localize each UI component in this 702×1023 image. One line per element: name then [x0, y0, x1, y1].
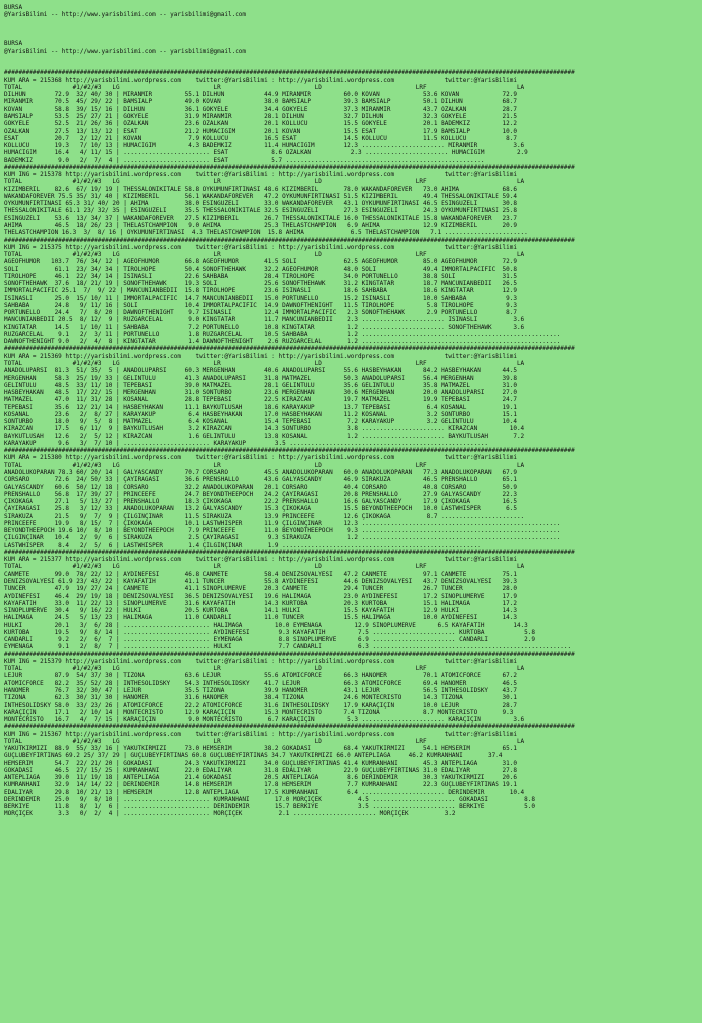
text-line: ISINASLI 25.0 15/ 10/ 11 | IMMORTALPACIFIC 14.7 MANCUNIANBEDII 15.0 PORTUNELLO 15.2 ISINASLI 10.0 SAHBABA 9.3 — [4, 294, 517, 302]
text-line: TOTAL #1/#2/#3 LG LR LD LRF LA — [4, 178, 525, 186]
race-header-line: KUM ARA = 215368 http://yarisbilimi.wordpress.com twitter:@YarisBilimi : http://yarisbilimi.wordpress.com twitter:@YarisBilimi — [4, 76, 517, 84]
text-line: TEPEBASI 35.6 12/ 21/ 14 | HASBEYHAKAN 11.1 BAYKUTLUSAH 18.6 KARAYAKUP 13.7 TEPEBASI 6.4 KOSANAL 19.1 — [4, 403, 517, 411]
race-header-line: KUM ARA = 215377 http://yarisbilimi.wordpress.com twitter:@YarisBilimi : http://yarisbilimi.wordpress.com twitter:@YarisBilimi — [4, 556, 517, 564]
text-line: BERKIYE 11.8 8/ 1/ 6 | ........................ DERINDEMIR 15.7 BERKIYE 3.5 ....................... BERKIYE 5.0 — [4, 803, 536, 811]
text-line: IMMORTALPACIFIC 25.1 7/ 9/ 22 | MANCUNIANBEDII 15.8 TIROLHOPE 23.6 ISINASLI 18.6 SAHBABA 18.6 KINGTATAR 12.9 — [4, 287, 517, 295]
race-header-line: KUM ING = 215367 http://yarisbilimi.wordpress.com twitter:@YarisBilimi : http://yarisbilimi.wordpress.com twitter:@YarisBilimi — [4, 730, 517, 738]
text-line: HANÖMER 76.7 32/ 30/ 47 | LEJUR 35.5 TIZONA 39.9 HANÖMER 43.1 LEJUR 56.5 INTHESOLIDSKY 43.7 — [4, 686, 517, 694]
text-line: PRENSHALLO 56.8 17/ 39/ 27 | PRINCEEFE 24.7 BEYONDTHEEPOCH 24.2 ÇAYIRAGASI 20.8 PRENSHALLO 27.9 GALYASCANDY 22.3 — [4, 490, 517, 498]
text-line: PORTUNELLO 24.4 7/ 8/ 20 | DAWNOFTHENIGHT 9.7 ISINASLI 12.4 IMMORTALPACIFIC 2.3 SONOFTHEHAWK 2.9 PORTUNELLO 8.7 — [4, 309, 517, 317]
text-line: GÖKYELE 52.5 21/ 26/ 36 | ÖZALKAN 23.6 ÖZALKAN 20.1 KOLLUCU 15.5 GÖKYELE 20.1 BADEMKIZ 12.2 — [4, 120, 517, 128]
text-line: @YarisBilimi -- http://www.yarisbilimi.com -- yarisbilimi@gmail.com — [4, 47, 247, 55]
separator-line: ############################################################################################################################################################## — [4, 447, 575, 455]
text-line: HASBEYHAKAN 48.5 17/ 22/ 15 | MERGENHAN 31.0 SONTURBO 23.6 MERGENHAN 30.6 MERGENHAN 20.0 ANADOLUPARSI 27.0 — [4, 389, 517, 397]
text-line: ÇIKOKAGA 27.1 5/ 13/ 27 | PRENSHALLO 18.3 ÇIKOKAGA 22.2 PRENSHALLO 16.6 GALYASCANDY 17.9 ÇIKOKAGA 16.5 — [4, 498, 517, 506]
text-line — [4, 62, 702, 69]
text-line: HULKI 20.1 3/ 6/ 28 | ........................ HALIMAGA 10.0 EYMENAGA 12.9 SINOPLUMERVE 6.5 KAYAFATIH 14.3 — [4, 621, 528, 629]
text-line: DILHUN 72.9 32/ 40/ 30 | MIRANMIR 55.1 DILHUN 44.9 MIRANMIR 60.0 KOVAN 53.6 KOVAN 72.9 — [4, 91, 517, 99]
separator-line: ############################################################################################################################################################## — [4, 69, 575, 77]
text-line: EDALIYAR 29.8 10/ 21/ 13 | HEMSERIM 12.8 ANTEPLIAGA 17.5 KUMRANHANI 6.4 ....................... DERINDEMIR 10.4 — [4, 788, 525, 796]
race-header-line: KUM ING = 215379 http://yarisbilimi.wordpress.com twitter:@YarisBilimi : http://yarisbilimi.wordpress.com twitter:@YarisBilimi — [4, 657, 517, 665]
text-line: MONTECRISTO 16.7 4/ 7/ 15 | KARAÇIÇIN 9.0 MONTECRISTO 6.7 KARAÇIÇIN 5.3 ....................... KARAÇIÇIN 3.6 — [4, 716, 525, 724]
text-line: EYMENAGA 9.1 2/ 8/ 7 | ........................ HULKI 7.7 CANDARLI 6.3 ....................................................... — [4, 643, 572, 651]
separator-line: ############################################################################################################################################################## — [4, 723, 575, 731]
text-line: @YarisBilimi -- http://www.yarisbilimi.com -- yarisbilimi@gmail.com — [4, 11, 247, 19]
text-line: MIRANMIR 70.5 45/ 29/ 22 | BAMSIALP 49.0 KOVAN 38.0 BAMSIALP 39.3 BAMSIALP 50.1 DILHUN 68.7 — [4, 98, 517, 106]
separator-line: ############################################################################################################################################################## — [4, 548, 575, 556]
text-line: ÖYKÜMÜNFIRTINASI 65.3 31/ 40/ 20 | AHIMA 38.0 ESINGÜZELI 33.0 WAKANDAFOREVER 43.1 ÖYKÜMÜNFIRTINASI 46.5 ESINGÜZELI 30.8 — [4, 200, 517, 208]
text-line: CORSARO 72.6 24/ 50/ 33 | ÇAYIRAGASI 36.6 PRENSHALLO 43.6 GALYASCANDY 46.9 SIRAKUZA 46.5 PRENSHALLO 65.1 — [4, 476, 517, 484]
text-line: ÇILGINÇINAR 10.4 2/ 9/ 6 | SIRAKUZA 2.5 ÇAYIRAGASI 9.3 SIRAKUZA 1.2 ....................................................... — [4, 534, 561, 542]
text-line: TIROLHOPE 46.1 22/ 34/ 14 | ISINASLI 22.6 SAHBABA 28.4 TIROLHOPE 34.0 PORTUNELLO 38.8 SOLI 31.5 — [4, 272, 517, 280]
text-line: KINGTATAR 14.5 1/ 10/ 11 | SAHBABA 7.2 PORTUNELLO 10.8 KINGTATAR 1.2 ....................... SONOFTHEHAWK 3.6 — [4, 323, 525, 331]
text-line: TOTAL #1/#2/#3 LG LR LD LRF LA — [4, 737, 525, 745]
text-line: KIRAZCAN 17.5 6/ 11/ 9 | BAYKUTLUSAH 3.2 KIRAZCAN 14.3 SONTURBO 3.8 ....................... KIRAZCAN 10.4 — [4, 425, 525, 433]
text-line: THELASTCHAMPION 16.3 3/ 8/ 16 | ÖYKÜMÜNFIRTINASI 4.3 THELASTCHAMPION 15.8 AHIMA 6.5 THELASTCHAMPION 7.1 ....................... — [4, 229, 528, 237]
race-header-line: KUM ARA = 215380 http://yarisbilimi.wordpress.com twitter:@YarisBilimi : http://yarisbilimi.wordpress.com twitter:@YarisBilimi — [4, 454, 517, 462]
text-line: MATMAZEL 47.0 11/ 31/ 28 | KOSANAL 28.8 TEPEBASI 22.5 KIRAZCAN 19.7 MATMAZEL 19.9 TEPEBASI 24.7 — [4, 396, 517, 404]
text-line: TOTAL #1/#2/#3 LG LR LD LRF LA — [4, 461, 525, 469]
text-line: HÜMACIGIM 16.4 4/ 11/ 15 | ........................ ESAT 8.6 ÖZALKAN 2.3 ....................... HÜMACIGIM 2.9 — [4, 149, 528, 157]
text-line: AYDINEFESI 46.4 29/ 19/ 18 | DENIZSÖVALYESI 36.5 DENIZSÖVALYESI 19.6 HALIMAGA 23.0 AYDINEFESI 17.2 SINOPLUMERVE 17.9 — [4, 592, 517, 600]
text-line: BURSA — [4, 40, 23, 48]
text-line: ÖZALKAN 27.5 13/ 13/ 12 | ESAT 21.2 HÜMACIGIM 20.1 KOVAN 15.5 ESAT 17.9 BAMSIALP 10.0 — [4, 127, 517, 135]
text-line: AHIMA 46.5 18/ 26/ 23 | THELASTCHAMPION 9.0 AHIMA 25.3 THELASTCHAMPION 6.9 AHIMA 12.9 KIZIMBERIL 20.9 — [4, 221, 517, 229]
race-header-line: KUM ING = 215375 http://yarisbilimi.wordpress.com twitter:@YarisBilimi : http://yarisbilimi.wordpress.com twitter:@YarisBilimi — [4, 243, 517, 251]
text-line: BAMSIALP 53.5 25/ 27/ 21 | GÖKYELE 31.9 MIRANMIR 28.1 DILHUN 32.7 DILHUN 32.3 GÖKYELE 21.5 — [4, 112, 517, 120]
text-line: SONOFTHEHAWK 37.6 18/ 21/ 19 | SONOFTHEHAWK 19.3 SOLI 25.6 SONOFTHEHAWK 31.2 KINGTATAR 18.7 MANCUNIANBEDII 26.5 — [4, 280, 517, 288]
text-line: KARAÇIÇIN 17.1 2/ 10/ 14 | MONTECRISTO 12.9 KARAÇIÇIN 15.3 MONTECRISTO 7.4 TIZONA 8.7 MONTECRISTO 9.3 — [4, 708, 514, 716]
text-line: BAYKUTLUSAH 12.6 2/ 5/ 12 | KIRAZCAN 1.6 GELINTÜLÜ 13.8 KOSANAL 1.2 ....................... BAYKUTLUSAH 7.2 — [4, 432, 525, 440]
text-line: BEYONDTHEEPOCH 19.6 10/ 8/ 10 | BEYONDTHEEPOCH 7.9 PRINCEEFE 11.0 BEYONDTHEEPOCH 9.3 ....................................................... — [4, 527, 561, 535]
text-line: BURSA — [4, 4, 23, 11]
text-line: KOVAN 58.8 39/ 15/ 16 | DILHUN 36.1 GÖKYELE 34.4 GÖKYELE 37.3 MIRANMIR 43.7 ÖZALKAN 28.7 — [4, 105, 517, 113]
text-line: TOTAL #1/#2/#3 LG LR LD LRF LA — [4, 83, 525, 91]
text-line: THESSALONIKITALE 61.1 23/ 32/ 35 | ESINGÜZELI 35.5 THESSALONIKITALE 32.5 ESINGÜZELI 27.3 ESINGÜZELI 24.3 ÖYKÜMÜNFIRTINASI 25.8 — [4, 207, 517, 215]
race-header-line: KUM ING = 215378 http://yarisbilimi.wordpress.com twitter:@YarisBilimi : http://yarisbilimi.wordpress.com twitter:@YarisBilimi — [4, 171, 517, 179]
text-line: ESINGÜZELI 53.6 13/ 34/ 37 | WAKANDAFOREVER 27.5 KIZIMBERIL 26.7 THESSALONIKITALE 16.0 THESSALONIKITALE 15.8 WAKANDAFOREVER 23.7 — [4, 214, 517, 222]
text-line: TIZONA 62.3 30/ 31/ 30 | HANÖMER 31.6 HANÖMER 38.4 TIZONA 24.6 MONTECRISTO 14.3 TIZONA 30.1 — [4, 694, 517, 702]
text-line: LEJUR 87.9 54/ 37/ 30 | TIZONA 63.6 LEJUR 55.6 ATOMICFORCE 66.3 HANÖMER 70.1 ATOMICFORCE 67.2 — [4, 672, 517, 680]
text-line: GALYASCANDY 60.6 50/ 12/ 18 | CORSARO 32.2 ANADOLUKOPARAN 20.1 CORSARO 40.4 CORSARO 40.8 CORSARO 50.9 — [4, 483, 517, 491]
text-line: SONTURBO 18.0 9/ 5/ 8 | MATMAZEL 6.4 KOSANAL 15.4 TEPEBASI 7.2 KARAYAKUP 3.2 GELINTÜLÜ 10.4 — [4, 418, 517, 426]
text-line: ÇAYIRAGASI 25.8 3/ 12/ 33 | ANADOLUKOPARAN 13.2 GALYASCANDY 15.3 ÇIKOKAGA 15.5 BEYONDTHEEPOCH 10.0 LASTWHISPER 6.5 — [4, 505, 517, 513]
text-line: YAKUTKIRMIZI 88.9 55/ 33/ 16 | YAKUTKIRMIZI 73.0 HEMSERIM 38.2 GÖKADASI 68.4 YAKUTKIRMIZI 54.1 HEMSERIM 65.1 — [4, 745, 517, 753]
text-line — [4, 55, 702, 62]
text-line — [4, 19, 702, 26]
text-line: ANADOLUPARSI 81.3 51/ 35/ 5 | ANADOLUPARSI 60.3 MERGENHAN 40.6 ANADOLUPARSI 55.6 HASBEYHAKAN 84.2 HASBEYHAKAN 44.5 — [4, 367, 517, 375]
text-line: SINOPLUMERVE 30.4 9/ 16/ 22 | HULKI 20.5 KURTOBA 14.1 HULKI 15.5 KAYAFATIH 12.9 HULKI 14.3 — [4, 607, 517, 615]
text-line: DAWNOFTHENIGHT 9.0 2/ 4/ 8 | KINGTATAR 1.4 DAWNOFTHENIGHT 2.6 RÜZGARCELAL 1.2 ....................................................... — [4, 338, 561, 346]
text-line: GÜÇLÜBEYFIRTINAS 69.2 25/ 37/ 29 | GÜÇLÜBEYFIRTINAS 60.8 GÜÇLÜBEYFIRTINAS 34.7 YAKUTKIRMIZI 66.0 ANTEPLIAGA 46.2 KUMRANHANI 37.4 — [4, 752, 503, 760]
text-line: TOTAL #1/#2/#3 LG LR LD LRF LA — [4, 360, 525, 368]
separator-line: ############################################################################################################################################################## — [4, 236, 575, 244]
text-line: GÖKADASI 46.5 27/ 15/ 25 | KUMRANHANI 22.0 EDALIYAR 31.8 EDALIYAR 22.9 GÜÇLÜBEYFIRTINAS 31.0 EDALIYAR 27.8 — [4, 766, 517, 774]
text-line: DERINDEMIR 25.0 9/ 8/ 10 | ........................ KUMRANHANI 17.0 MORÇIÇEK 4.5 ....................... GÖKADASI 8.8 — [4, 795, 536, 803]
text-line: GELINTÜLÜ 48.5 33/ 11/ 10 | TEPEBASI 39.0 MATMAZEL 28.1 GELINTÜLÜ 35.6 GELINTÜLÜ 35.8 MATMAZEL 31.0 — [4, 381, 517, 389]
text-line: HEMSERIM 54.7 22/ 21/ 20 | GÖKADASI 24.3 YAKUTKIRMIZI 34.0 GÜÇLÜBEYFIRTINAS 41.4 KUMRANHANI 45.3 ANTEPLIAGA 31.0 — [4, 759, 517, 767]
text-line: ANTEPLIAGA 39.0 11/ 19/ 18 | ANTEPLIAGA 21.4 GÖKADASI 20.5 ANTEPLIAGA 8.6 DERINDEMIR 30.3 YAKUTKIRMIZI 20.6 — [4, 774, 517, 782]
text-line: WAKANDAFOREVER 75.5 35/ 31/ 40 | KIZIMBERIL 56.1 WAKANDAFOREVER 47.2 ÖYKÜMÜNFIRTINASI 51.5 KIZIMBERIL 49.4 THESSALONIKITALE 59.4 — [4, 192, 517, 200]
text-line: HALIMAGA 24.5 5/ 13/ 23 | HALIMAGA 11.0 CANDARLI 11.0 TUNCER 15.5 HALIMAGA 10.0 AYDINEFESI 14.3 — [4, 614, 517, 622]
text-line: ATOMICFORCE 82.2 35/ 52/ 28 | INTHESOLIDSKY 54.3 INTHESOLIDSKY 41.7 LEJUR 66.3 ATOMICFORCE 69.4 HANÖMER 46.5 — [4, 679, 517, 687]
text-line: SIRAKUZA 21.5 9/ 7/ 9 | ÇILGINÇINAR 11.5 SIRAKUZA 13.9 PRINCEEFE 12.6 ÇIKOKAGA 8.7 ....................... — [4, 512, 525, 520]
race-header-line: KUM ARA = 215369 http://yarisbilimi.wordpress.com twitter:@YarisBilimi : http://yarisbilimi.wordpress.com twitter:@YarisBilimi — [4, 352, 517, 360]
text-line: AGEOFHUMOR 103.7 76/ 34/ 12 | AGEOFHUMOR 66.8 AGEOFHUMOR 41.5 SOLI 62.5 AGEOFHUMOR 85.0 AGEOFHUMOR 72.9 — [4, 258, 517, 266]
text-line: SAHBABA 24.8 9/ 11/ 16 | SOLI 10.4 IMMORTALPACIFIC 14.9 DAWNOFTHENIGHT 11.5 TIROLHOPE 5.8 TIROLHOPE 9.3 — [4, 301, 517, 309]
text-line: KARAYAKUP 9.6 3/ 7/ 10 | ........................ KARAYAKUP 3.5 ....................................................... — [4, 439, 489, 447]
text-line: SOLI 61.1 23/ 34/ 34 | TIROLHOPE 50.4 SONOFTHEHAWK 32.2 AGEOFHUMOR 48.0 SOLI 49.4 IMMORTALPACIFIC 50.8 — [4, 265, 517, 273]
race-header-line: KUMRANHANI 32.9 14/ 14/ 22 | DERINDEMIR 14.8 HEMSERIM 17.8 HEMSERIM 7.7 KUMRANHANI 22.3 GÜÇLÜBEYFIRTINAS 19.1 — [4, 781, 517, 789]
text-line: KIZIMBERIL 82.6 67/ 19/ 19 | THESSALONIKITALE 58.8 ÖYKÜMÜNFIRTINASI 48.6 KIZIMBERIL 78.0 WAKANDAFOREVER 73.0 AHIMA 68.6 — [4, 185, 517, 193]
text-line: LASTWHISPER 8.4 2/ 5/ 6 | LASTWHISPER 1.4 ÇILGINÇINAR 1.9 ....................................................... — [4, 541, 481, 549]
text-line: TUNCER 47.9 19/ 27/ 24 | CANMETE 41.1 SINOPLUMERVE 20.3 CANMETE 29.4 TUNCER 26.7 TUNCER 28.0 — [4, 585, 517, 593]
text-line: ANADOLUKOPARAN 78.3 60/ 20/ 14 | GALYASCANDY 70.7 CORSARO 45.5 ANADOLUKOPARAN 60.0 ANADOLUKOPARAN 77.3 ANADOLUKOPARAN 67.9 — [4, 469, 517, 476]
text-line: MANCUNIANBEDII 20.5 8/ 12/ 9 | RÜZGARCELAL 9.0 KINGTATAR 11.7 MANCUNIANBEDII 2.3 ....................... ISINASLI 3.6 — [4, 316, 525, 324]
text-line: KURTOBA 19.5 9/ 8/ 14 | ........................ AYDINEFESI 9.3 KAYAFATIH 7.5 ....................... KURTOBA 5.8 — [4, 628, 536, 636]
text-line: DENIZSÖVALYESI 61.9 23/ 43/ 22 | KAYAFATIH 41.1 TUNCER 55.8 AYDINEFESI 44.6 DENIZSÖVALYESI 43.7 DENIZSÖVALYESI 39.3 — [4, 577, 517, 585]
separator-line: ############################################################################################################################################################## — [4, 650, 575, 658]
text-line: CANMETE 99.0 78/ 22/ 12 | AYDINEFESI 46.8 CANMETE 58.4 DENIZSÖVALYESI 47.2 CANMETE 97.1 CANMETE 75.1 — [4, 570, 517, 578]
text-line: BADEMKIZ 9.0 2/ 7/ 4 | ........................ ESAT 5.7 ....................................................... — [4, 156, 485, 164]
separator-line: ############################################################################################################################################################## — [4, 163, 575, 171]
text-line: KAYAFATIH 33.0 11/ 22/ 13 | SINOPLUMERVE 31.6 KAYAFATIH 14.3 KURTOBA 20.3 KURTOBA 15.1 HALIMAGA 17.2 — [4, 599, 517, 607]
text-line: MERGENHAN 58.3 25/ 19/ 33 | GELINTÜLÜ 41.3 ANADOLUPARSI 31.8 MATMAZEL 50.3 ANADOLUPARSI 56.4 MERGENHAN 39.8 — [4, 374, 517, 382]
text-line: TOTAL #1/#2/#3 LG LR LD LRF LA — [4, 665, 525, 673]
text-line: TOTAL #1/#2/#3 LG LR LD LRF LA — [4, 563, 525, 571]
text-line: PRINCEEFE 19.9 8/ 15/ 7 | ÇIKOKAGA 10.1 LASTWHISPER 11.9 ÇILGINÇINAR 12.3 ....................................................... — [4, 519, 561, 527]
text-line: RÜZGARCELAL 9.1 2/ 3/ 11 | PORTUNELLO 1.8 RÜZGARCELAL 10.5 SAHBABA 1.2 ....................................................... — [4, 330, 561, 338]
text-line — [4, 26, 702, 33]
separator-line: ############################################################################################################################################################## — [4, 345, 575, 353]
text-line — [4, 33, 702, 40]
text-line: KOSANAL 23.6 2/ 8/ 27 | KARAYAKUP 6.4 HASBEYHAKAN 17.0 HASBEYHAKAN 11.2 KOSANAL 3.2 SONTURBO 15.1 — [4, 410, 517, 418]
text-line: KOLLUCU 19.3 7/ 10/ 13 | HÜMACIGIM 4.3 BADEMKIZ 11.4 HÜMACIGIM 12.3 ....................... MIRANMIR 3.6 — [4, 142, 525, 150]
text-line: CANDARLI 9.2 2/ 6/ 7 | ........................ EYMENAGA 8.8 SINOPLUMERVE 6.9 ....................... CANDARLI 2.9 — [4, 636, 536, 644]
text-line: INTHESOLIDSKY 58.0 33/ 23/ 26 | ATOMICFORCE 22.2 ATOMICFORCE 31.6 INTHESOLIDSKY 17.9 KARAÇIÇIN 10.0 LEJUR 28.7 — [4, 701, 517, 709]
text-line: TOTAL #1/#2/#3 LG LR LD LRF LA — [4, 251, 525, 259]
text-line: MORÇIÇEK 3.3 0/ 2/ 4 | ........................ MORÇIÇEK 2.1 ....................... MORÇIÇEK 3.2 — [4, 810, 456, 818]
text-line: ESAT 20.7 2/ 12/ 21 | KOVAN 7.9 KOLLUCU 16.5 ESAT 14.5 KOLLUCU 11.5 KOLLUCU 8.7 — [4, 134, 517, 142]
